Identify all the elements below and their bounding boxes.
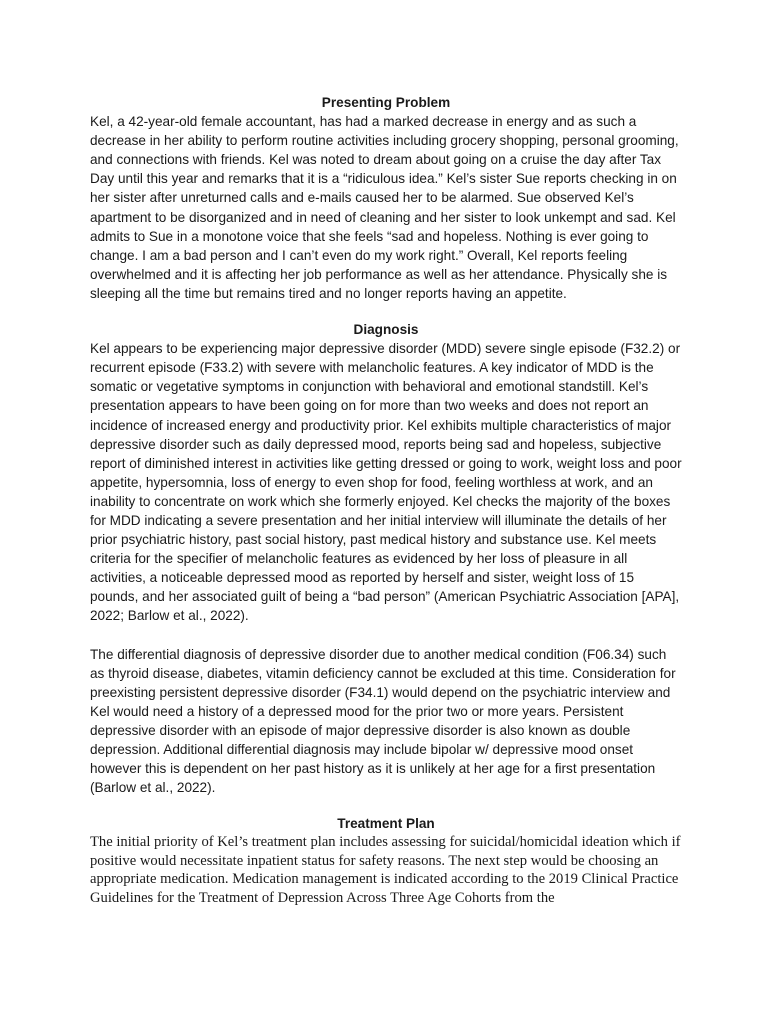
- presenting-problem-paragraph: Kel, a 42-year-old female accountant, has had a marked decrease in energy and as such a decrease in her ability to perform routine activities including grocery shopping, personal grooming, and connections with friends. Kel was noted to dream about going on a cruise the day after Tax Day until this year and remarks that it is a “ridiculous idea.” Kel’s sister Sue reports checking in on her sister after unreturned calls and e-mails caused her to be alarmed. Sue observed Kel’s apartment to be disorganized and in need of cleaning and her sister to look unkempt and sad. Kel admits to Sue in a monotone voice that she feels “sad and hopeless. Nothing is ever going to change. I am a bad person and I can’t even do my work right.” Overall, Kel reports feeling overwhelmed and it is affecting her job performance as well as her attendance. Physically she is sleeping all the time but remains tired and no longer reports having an appetite.: [90, 114, 679, 301]
- document-body: [90, 93, 682, 907]
- diagnosis-paragraph-1: Kel appears to be experiencing major depressive disorder (MDD) severe single episode (F32.2) or recurrent episode (F33.2) with severe with melancholic features. A key indicator of MDD is the somatic or vegetative symptoms in conjunction with behavioral and emotional standstill. Kel’s presentation appears to have been going on for more than two weeks and does not report an incidence of increased energy and productivity prior. Kel exhibits multiple characteristics of major depressive disorder such as daily depressed mood, reports being sad and hopeless, subjective report of diminished interest in activities like getting dressed or going to work, weight loss and poor appetite, hypersomnia, loss of energy to even shop for food, feeling worthless at work, and an inability to concentrate on work which she formerly enjoyed. Kel checks the majority of the boxes for MDD indicating a severe presentation and her initial interview will illuminate the details of her prior psychiatric history, past social history, past medical history and substance use. Kel meets criteria for the specifier of melancholic features as evidenced by her loss of pleasure in all activities, a noticeable depressed mood as reported by herself and sister, weight loss of 15 pounds, and her associated guilt of being a “bad person” (American Psychiatric Association [APA], 2022; Barlow et al., 2022).: [90, 341, 682, 624]
- diagnosis-paragraph-2: The differential diagnosis of depressive disorder due to another medical condition (F06.34) such as thyroid disease, diabetes, vitamin deficiency cannot be excluded at this time. Consideration for preexisting persistent depressive disorder (F34.1) would depend on the psychiatric interview and Kel would need a history of a depressed mood for the prior two or more years. Persistent depressive disorder with an episode of major depressive disorder is also known as double depression. Additional differential diagnosis may include bipolar w/ depressive mood onset however this is dependent on her past history as it is unlikely at her age for a first presentation (Barlow et al., 2022).: [90, 646, 676, 796]
- section-heading-presenting-problem: Presenting Problem: [321, 95, 451, 110]
- section-heading-treatment-plan: Treatment Plan: [337, 816, 435, 832]
- paragraph-spacer: [90, 626, 682, 645]
- section-heading-diagnosis: Diagnosis: [353, 322, 419, 338]
- treatment-plan-paragraph: The initial priority of Kel’s treatment plan includes assessing for suicidal/homicidal ideation which if positive would necessitate inpatient status for safety reasons. The next step would be choosing an appropriate medication. Medication management is indicated according to the 2019 Clinical Practice Guidelines for the Treatment of Depression Across Three Age Cohorts from the: [90, 834, 681, 906]
